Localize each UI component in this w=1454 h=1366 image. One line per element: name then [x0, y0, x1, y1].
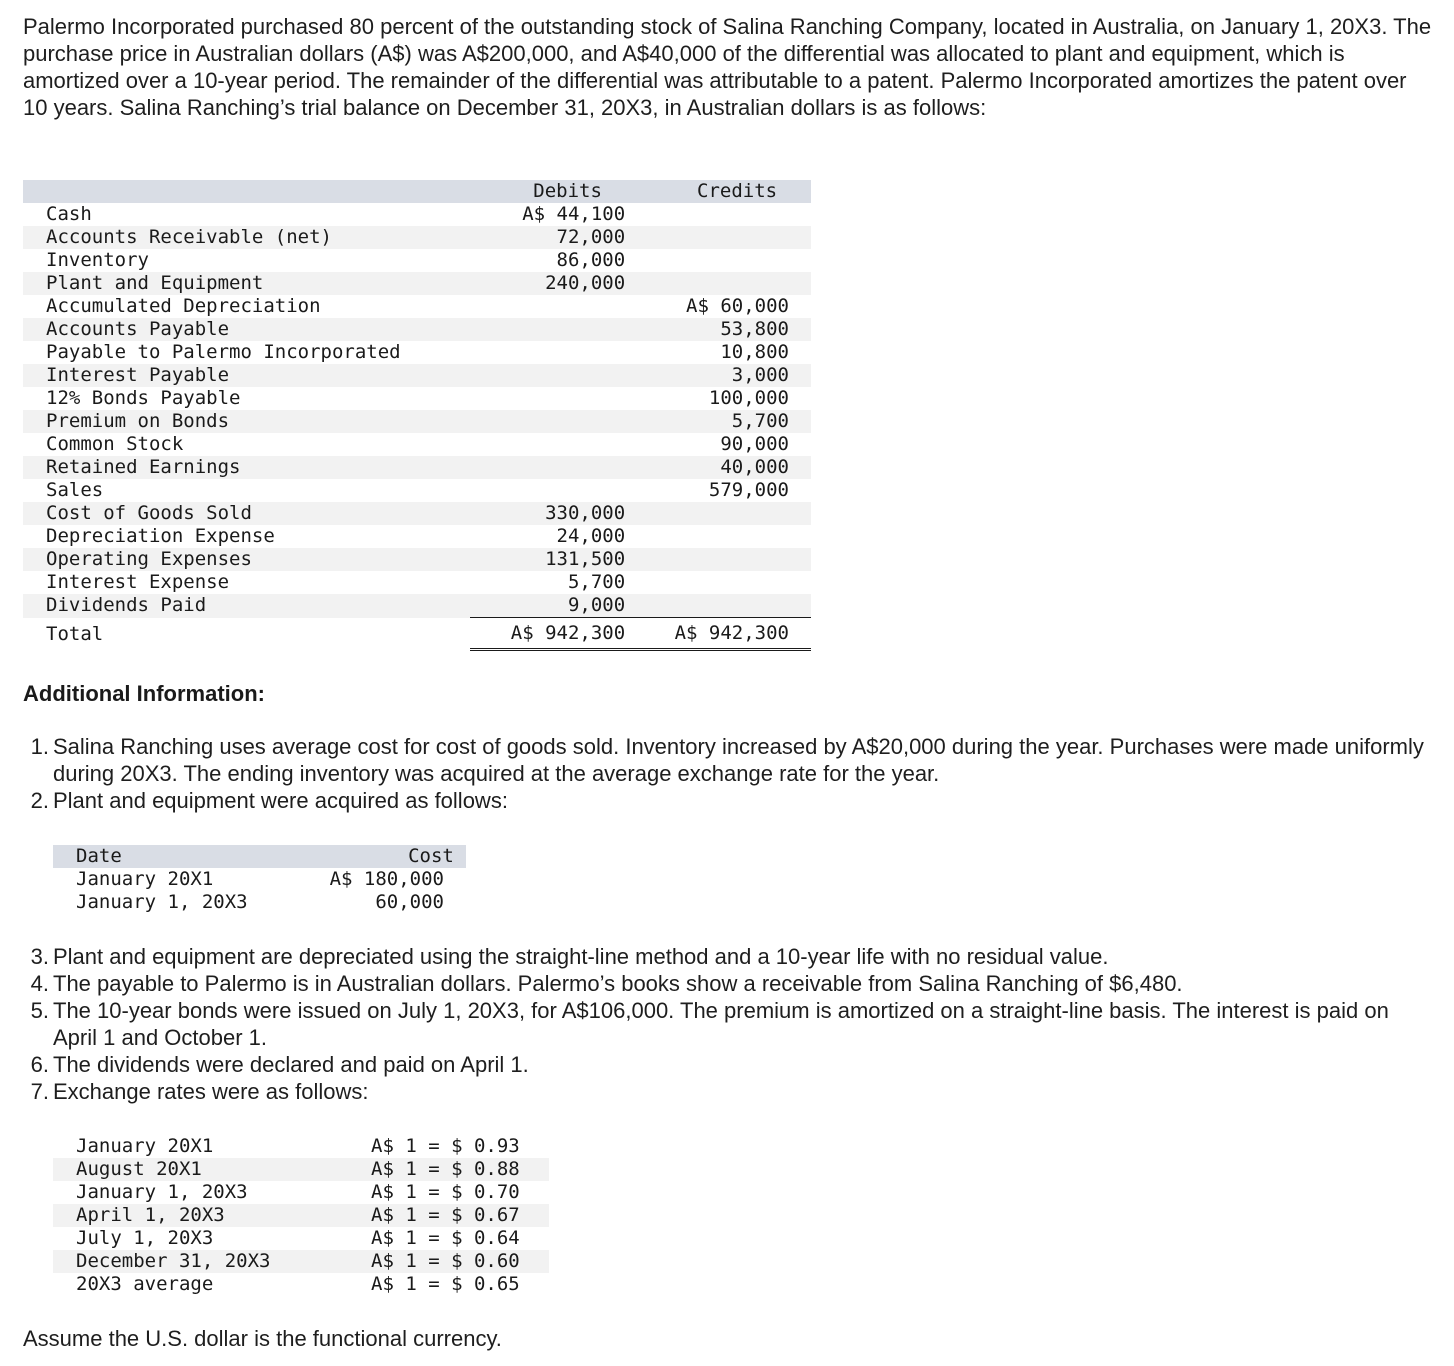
credit-amount: 40,000 [625, 456, 811, 479]
account-name: Cost of Goods Sold [23, 502, 470, 525]
item-text: Plant and equipment were acquired as follows: [53, 788, 508, 813]
rate-date: July 1, 20X3 [76, 1227, 214, 1249]
trial-balance-row [23, 364, 811, 387]
plant-table-row [53, 868, 466, 891]
debit-amount: 9,000 [470, 594, 625, 618]
credit-amount: A$ 60,000 [686, 295, 789, 317]
credit-amount: 5,700 [625, 410, 811, 433]
trial-balance-row [23, 272, 811, 295]
debit-amount [470, 341, 625, 364]
total-debits: A$ 942,300 [470, 618, 625, 650]
list-item [23, 1078, 1433, 1105]
rate-date: August 20X1 [53, 1158, 371, 1181]
item-number: 4. [30, 971, 49, 996]
account-name: Premium on Bonds [23, 410, 470, 433]
trial-balance-row [23, 249, 811, 272]
item-number: 2. [30, 788, 49, 813]
debit-amount: A$ 44,100 [522, 203, 626, 225]
item-number: 5. [30, 998, 49, 1023]
account-name: Sales [46, 479, 104, 501]
credit-amount [625, 571, 811, 594]
trial-balance-row [23, 479, 811, 502]
credit-amount [625, 502, 811, 525]
rate-value: A$ 1 = $ 0.65 [371, 1273, 520, 1295]
item-text: The 10-year bonds were issued on July 1, 20X3, for A$106,000. The premium is amortized on a straight-line basis. The interest is paid on April 1 and October 1. [53, 998, 1389, 1050]
credit-amount [625, 226, 811, 249]
item-number: 7. [30, 1079, 49, 1104]
credit-amount [625, 525, 811, 548]
account-name: Retained Earnings [23, 456, 470, 479]
rate-date: 20X3 average [76, 1273, 214, 1295]
account-name: Interest Expense [46, 571, 230, 593]
debit-amount: 5,700 [567, 571, 626, 593]
plant-equipment-table [53, 845, 466, 914]
account-column-header [23, 180, 470, 203]
trial-balance-row [23, 387, 811, 410]
trial-balance-row [23, 318, 811, 341]
acquisition-cost: 60,000 [375, 891, 444, 913]
account-name: Accounts Receivable (net) [23, 226, 470, 249]
list-item [23, 733, 1433, 787]
debit-amount: 86,000 [556, 249, 626, 271]
debits-column-header: Debits [470, 180, 625, 203]
rate-value: A$ 1 = $ 0.64 [371, 1227, 520, 1249]
trial-balance-row [23, 502, 811, 525]
trial-balance-row [23, 433, 811, 456]
item-number: 1. [30, 734, 49, 759]
trial-balance-row [23, 594, 811, 618]
trial-balance-row [23, 456, 811, 479]
item-text: The dividends were declared and paid on April 1. [53, 1052, 529, 1077]
debit-amount [470, 295, 625, 318]
credit-amount: 53,800 [625, 318, 811, 341]
acquisition-date: January 20X1 [76, 868, 214, 890]
rate-value: A$ 1 = $ 0.93 [371, 1135, 520, 1157]
account-name: Accounts Payable [23, 318, 470, 341]
functional-currency-note: Assume the U.S. dollar is the functional currency. [23, 1326, 502, 1351]
debit-amount [470, 387, 625, 410]
credit-amount: 3,000 [625, 364, 811, 387]
trial-balance-row [23, 226, 811, 249]
list-item [23, 970, 1433, 997]
account-name: Payable to Palermo Incorporated [46, 341, 401, 363]
acquisition-date: January 1, 20X3 [76, 891, 248, 913]
account-name: Cash [46, 203, 92, 225]
exchange-rates-table [53, 1135, 549, 1296]
account-name: Inventory [46, 249, 149, 271]
plant-table-row [53, 891, 466, 914]
debit-amount: 240,000 [470, 272, 625, 295]
rate-date: December 31, 20X3 [53, 1250, 371, 1273]
exchange-rate-row [53, 1181, 549, 1204]
account-name: Common Stock [46, 433, 184, 455]
exchange-rate-row [53, 1204, 549, 1227]
trial-balance-row [23, 295, 811, 318]
rate-date: April 1, 20X3 [53, 1204, 371, 1227]
trial-balance-row [23, 203, 811, 226]
debit-amount [470, 433, 625, 456]
credit-amount [625, 272, 811, 295]
credit-amount: 100,000 [708, 387, 789, 409]
additional-information-heading: Additional Information: [23, 681, 265, 706]
rate-value: A$ 1 = $ 0.88 [371, 1158, 549, 1181]
additional-info-list-part1 [23, 733, 1433, 814]
debit-amount: 131,500 [470, 548, 625, 571]
exchange-rate-row [53, 1250, 549, 1273]
trial-balance-row [23, 571, 811, 594]
item-number: 3. [30, 944, 49, 969]
account-name: Interest Payable [23, 364, 470, 387]
trial-balance-row [23, 525, 811, 548]
credit-amount: 90,000 [720, 433, 789, 455]
debit-amount [470, 318, 625, 341]
item-text: Exchange rates were as follows: [53, 1079, 369, 1104]
debit-amount [470, 410, 625, 433]
credit-amount [625, 548, 811, 571]
trial-balance-header-row [23, 180, 811, 203]
item-text: Salina Ranching uses average cost for cost of goods sold. Inventory increased by A$20,000 during the year. Purchases were made uniformly during 20X3. The ending inventory was acquired at the average exchange rate for the year. [53, 734, 1424, 786]
list-item [23, 943, 1433, 970]
list-item [23, 1051, 1433, 1078]
intro-paragraph: Palermo Incorporated purchased 80 percent of the outstanding stock of Salina Ranching Company, located in Australia, on January 1, 20X3. The purchase price in Australian dollars (A$) was A$200,000, and A$40,000 of the differential was allocated to plant and equipment, which is amortized over a 10-year period. The remainder of the differential was attributable to a patent. Palermo Incorporated amortizes the patent over 10 years. Salina Ranching’s trial balance on December 31, 20X3, in Australian dollars is as follows: [23, 14, 1432, 120]
exchange-rate-row [53, 1227, 549, 1250]
account-name: Operating Expenses [23, 548, 470, 571]
additional-info-list-part2 [23, 943, 1433, 1105]
total-label: Total [46, 622, 104, 645]
account-name: Plant and Equipment [23, 272, 470, 295]
acquisition-cost: A$ 180,000 [329, 868, 444, 890]
credit-amount: 10,800 [720, 341, 789, 363]
item-text: Plant and equipment are depreciated using the straight-line method and a 10-year life with no residual value. [53, 944, 1109, 969]
date-column-header: Date [53, 845, 306, 868]
list-item [23, 997, 1433, 1051]
account-name: Accumulated Depreciation [46, 295, 321, 317]
debit-amount [470, 456, 625, 479]
trial-balance-table [23, 180, 811, 651]
debit-amount [470, 479, 625, 502]
exchange-rate-row [53, 1158, 549, 1181]
credits-column-header: Credits [625, 180, 811, 203]
rate-value: A$ 1 = $ 0.67 [371, 1204, 549, 1227]
rate-value: A$ 1 = $ 0.60 [371, 1250, 549, 1273]
item-text: The payable to Palermo is in Australian dollars. Palermo’s books show a receivable from Salina Ranching of $6,480. [53, 971, 1183, 996]
exchange-rate-row [53, 1273, 549, 1296]
account-name: Depreciation Expense [46, 525, 275, 547]
debit-amount: 24,000 [556, 525, 626, 547]
cost-column-header: Cost [306, 845, 466, 868]
credit-amount: 579,000 [708, 479, 789, 501]
exchange-rate-row [53, 1135, 549, 1158]
credit-amount [625, 594, 811, 618]
trial-balance-total-row [23, 618, 811, 650]
credit-amount [625, 203, 811, 226]
debit-amount [470, 364, 625, 387]
rate-value: A$ 1 = $ 0.70 [371, 1181, 520, 1203]
list-item [23, 787, 1433, 814]
total-credits: A$ 942,300 [625, 618, 811, 650]
item-number: 6. [30, 1052, 49, 1077]
plant-table-header-row [53, 845, 466, 868]
credit-amount [625, 249, 811, 272]
debit-amount: 330,000 [470, 502, 625, 525]
account-name: 12% Bonds Payable [46, 387, 241, 409]
trial-balance-row [23, 410, 811, 433]
trial-balance-row [23, 341, 811, 364]
trial-balance-row [23, 548, 811, 571]
rate-date: January 20X1 [76, 1135, 214, 1157]
rate-date: January 1, 20X3 [76, 1181, 248, 1203]
debit-amount: 72,000 [470, 226, 625, 249]
account-name: Dividends Paid [23, 594, 470, 618]
